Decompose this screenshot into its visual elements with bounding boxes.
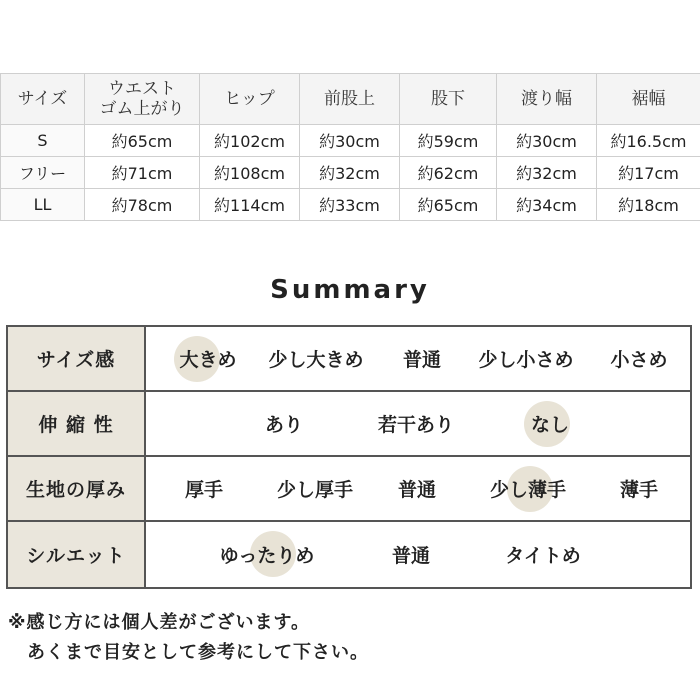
option-nashi: なし	[530, 414, 570, 436]
summary-label-silhouette: シルエット	[8, 522, 146, 587]
option-futsuu: 普通	[397, 479, 437, 501]
option-chiisame: 小さめ	[610, 349, 668, 371]
option-jakkan-ari: 若干あり	[377, 414, 455, 436]
summary-row-size-feel	[8, 327, 690, 392]
table-cell: LL	[1, 189, 85, 221]
table-cell: 約17cm	[597, 157, 700, 189]
header-thigh-width: 渡り幅	[497, 74, 597, 125]
table-cell: 約59cm	[400, 125, 497, 157]
summary-row-thickness	[8, 457, 690, 522]
summary-title: Summary	[270, 275, 430, 305]
table-cell: 約65cm	[400, 189, 497, 221]
table-cell: 約114cm	[200, 189, 300, 221]
option-taitome: タイトめ	[505, 545, 581, 567]
table-cell: 約18cm	[597, 189, 700, 221]
table-cell: 約102cm	[200, 125, 300, 157]
header-front-rise: 前股上	[300, 74, 400, 125]
table-cell: S	[1, 125, 85, 157]
header-size: サイズ	[1, 74, 85, 125]
option-atsude: 厚手	[184, 479, 224, 501]
option-sukoshi-chiisame: 少し小さめ	[478, 349, 574, 371]
option-sukoshi-ookime: 少し大きめ	[268, 349, 364, 371]
header-waist-line1: ウエスト	[108, 79, 176, 99]
table-row	[1, 189, 700, 221]
size-table	[0, 73, 700, 221]
table-cell: 約34cm	[497, 189, 597, 221]
table-cell: 約32cm	[497, 157, 597, 189]
option-sukoshi-atsude: 少し厚手	[276, 479, 354, 501]
table-cell: 約16.5cm	[597, 125, 700, 157]
header-waist	[85, 74, 200, 125]
summary-row-silhouette	[8, 522, 690, 587]
option-ari: あり	[264, 414, 304, 436]
option-usude: 薄手	[619, 479, 659, 501]
header-inseam: 股下	[400, 74, 497, 125]
header-hem-width: 裾幅	[597, 74, 700, 125]
summary-box	[6, 325, 692, 589]
table-row	[1, 125, 700, 157]
table-cell: 約71cm	[85, 157, 200, 189]
note-line-2: あくまで目安として参考にして下さい。	[8, 642, 369, 663]
table-row	[1, 157, 700, 189]
table-header-row	[1, 74, 700, 125]
table-cell: 約30cm	[300, 125, 400, 157]
table-cell: 約32cm	[300, 157, 400, 189]
table-cell: 約33cm	[300, 189, 400, 221]
table-cell: 約30cm	[497, 125, 597, 157]
option-sukoshi-usude: 少し薄手	[489, 479, 567, 501]
table-cell: 約78cm	[85, 189, 200, 221]
summary-row-stretch	[8, 392, 690, 457]
summary-label-stretch: 伸 縮 性	[8, 392, 146, 455]
option-yuttarime: ゆったりめ	[219, 545, 315, 567]
summary-label-thickness: 生地の厚み	[8, 457, 146, 520]
table-cell: 約62cm	[400, 157, 497, 189]
option-futsuu: 普通	[391, 545, 431, 567]
option-futsuu: 普通	[402, 349, 442, 371]
header-hip: ヒップ	[200, 74, 300, 125]
table-cell: 約65cm	[85, 125, 200, 157]
option-ookime: 大きめ	[179, 349, 237, 371]
note-line-1: ※感じ方には個人差がございます。	[8, 612, 311, 633]
table-cell: 約108cm	[200, 157, 300, 189]
table-cell: フリー	[1, 157, 85, 189]
header-waist-line2: ゴム上がり	[99, 99, 185, 119]
summary-label-size-feel: サイズ感	[8, 327, 146, 390]
